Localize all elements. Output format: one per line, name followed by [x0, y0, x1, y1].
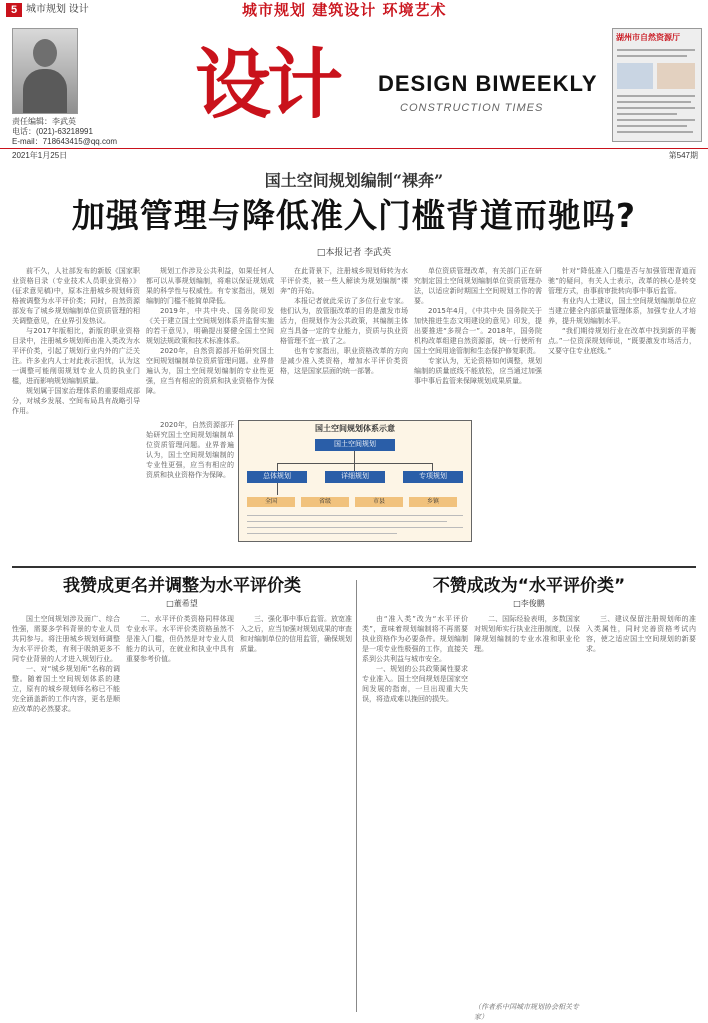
- diagram-level-box: 全国: [247, 497, 295, 507]
- debate-left-byline: □董希望: [166, 599, 198, 608]
- article-column: 单位资质管理改革，有关部门正在研究制定国土空间规划编制单位资质管理办法，以适应新时期国土空间规划工作的需要。 2015年4月，《中共中央 国务院关于加快推进生态文明建设的意见》印发，提出要推进“多规合一”。2018年，国务院机构改革组建自然资源部，统一行使所有国土空间用途管制和生态保护修复职责。 专家认为，无论资格如何调整，规划编制的质量底线不能放松，应当通过加强事中事后监管来保障规划成果质量。: [414, 267, 542, 385]
- debate-right-column: 由“准入类”改为“水平评价类”，意味着规划编制将不再需要执业资格作为必要条件。规划编制是一项专业性极强的工作，直接关系到公共利益与城市安全。 一、规划的公共政策属性要求专业准入。国土空间规划是国家空间发展的指南，一旦出现重大失误，将造成难以挽回的损失。: [362, 615, 468, 703]
- debate-left-column: 二、水平评价类资格同样体现专业水平。水平评价类资格虽然不是准入门槛，但仍然是对专业人员能力的认可，在就业和执业中具有重要参考价值。: [126, 615, 234, 663]
- page-number: 5: [6, 3, 22, 17]
- article-column: 规划工作涉及公共利益，如果任何人都可以从事规划编制，将难以保证规划成果的科学性与权威性。有专家指出，规划编制的门槛不能简单降低。 2019年，中共中央、国务院印发《关于建立国土空间规划体系并监督实施的若干意见》，明确提出要健全国土空间规划法规政策和技术标准体系。 2020年，自然资源部开始研究国土空间规划编制单位资质管理问题。业界普遍认为，国土空间规划编制的专业性更强，应当有相应的资质和执业资格作为保障。: [146, 267, 274, 395]
- debate-right-column: 三、建议保留注册规划师的准入类属性，同时完善资格考试内容，使之适应国土空间规划的新要求。: [586, 615, 696, 653]
- debate-left-column: 三、强化事中事后监管。放宽准入之后，应当加强对规划成果的审查和对编制单位的信用监管，确保规划质量。: [240, 615, 352, 653]
- masthead: [0, 20, 708, 162]
- debate-left-column: 国土空间规划涉及面广、综合性强，需要多学科背景的专业人员共同参与。将注册城乡规划师调整为水平评价类，有利于吸纳更多不同专业背景的人才进入规划行业。 一、对“城乡规划师”名称的调整。随着国土空间规划体系的建立，原有的城乡规划师名称已不能完全涵盖新的工作内容，更名是顺应改革的必然要求。: [12, 615, 120, 713]
- article-byline: □本报记者 李武英: [316, 248, 392, 258]
- diagram-mid-box: 详细规划: [325, 471, 385, 483]
- diagram-level-box: 市县: [355, 497, 403, 507]
- article-column: 在此背景下，注册城乡规划师转为水平评价类，被一些人解读为规划编制“裸奔”的开始。 本报记者就此采访了多位行业专家。他们认为，放管服改革的目的是激发市场活力，但规划作为公共政策，其编制主体应当具备一定的专业能力，资质与执业资格管理不宜一放了之。 也有专家指出，职业资格改革的方向是减少准入类资格，增加水平评价类资格，这是国家层面的统一部署。: [280, 267, 408, 375]
- planning-system-diagram: [238, 420, 472, 542]
- article-column: 2020年，自然资源部开始研究国土空间规划编制单位资质管理问题。业界普遍认为，国土空间规划编制的专业性更强，应当有相应的资质和执业资格作为保障。: [146, 421, 234, 479]
- diagram-level-box: 省级: [301, 497, 349, 507]
- diagram-mid-box: 专项规划: [403, 471, 463, 483]
- debate-right-byline: □李俊鹏: [513, 599, 545, 608]
- masthead-cn-title: 设计: [195, 40, 339, 129]
- diagram-title: 国土空间规划体系示意: [315, 424, 395, 433]
- debate-left-title: 我赞成更名并调整为水平评价类: [63, 576, 301, 596]
- masthead-en-subtitle: CONSTRUCTION TIMES: [400, 102, 544, 114]
- issue-number: 第547期: [668, 151, 698, 160]
- masthead-en-title: DESIGN BIWEEKLY: [378, 71, 598, 96]
- issue-date: 2021年1月25日: [12, 151, 68, 160]
- section-taglines: 城市规划 建筑设计 环境艺术: [242, 1, 447, 19]
- diagram-top-box: 国土空间规划: [315, 439, 395, 451]
- section-divider: [12, 566, 696, 568]
- cover-thumbnail: [612, 28, 702, 142]
- debate-right-title: 不赞成改为“水平评价类”: [432, 576, 626, 596]
- section-name: 城市规划 设计: [26, 4, 89, 15]
- thumbnail-title: 湖州市自然资源厅: [616, 33, 680, 42]
- diagram-mid-box: 总体规划: [247, 471, 307, 483]
- article-column: [280, 545, 408, 560]
- debate-divider: [356, 580, 357, 1012]
- diagram-level-box: 乡镇: [409, 497, 457, 507]
- dateline: [0, 148, 708, 163]
- debate-right-column: 二、国际经验表明，多数国家对规划师实行执业注册制度，以保障规划编制的专业水准和职业伦理。: [474, 615, 580, 653]
- debate-right-footnote: （作者系中国城市规划协会相关专家）: [474, 1003, 579, 1021]
- article-kicker: 国土空间规划编制“裸奔”: [264, 171, 444, 190]
- article-column: 前不久，人社部发布的新版《国家职业资格目录（专业技术人员职业资格）》(征求意见稿)中，原本注册城乡规划师资格被调整为水平评价类；同时，自然资源部发布了城乡规划编制单位资质管理的相关调整意见，在业界引发热议。 与2017年版相比，新版的职业资格目录中，注册城乡规划师由准入类改为水平评价类，引起了规划行业内外的广泛关注。许多业内人士对此表示担忧，认为这一调整可能削弱规划专业人员的执业门槛，进而影响规划编制质量。 规划属于国家治理体系的重要组成部分，对城乡发展、空间布局具有战略引导作用。: [12, 267, 140, 415]
- article-column: 针对“降低准入门槛是否与加强管理背道而驰”的疑问，有关人士表示，改革的核心是转变管理方式，由事前审批转向事中事后监管。 有业内人士建议，国土空间规划编制单位应当建立健全内部质量管理体系，加强专业人才培养，提升规划编制水平。 “我们期待规划行业在改革中找到新的平衡点。”一位资深规划师说，“既要激发市场活力，又要守住专业底线。”: [548, 267, 696, 355]
- credit-editor: 责任编辑：李武英: [12, 117, 76, 126]
- credit-email: E-mail：718643415@qq.com: [12, 137, 118, 146]
- article-headline: 加强管理与降低准入门槛背道而驰吗?: [71, 196, 637, 235]
- editor-photo: [12, 28, 78, 114]
- credit-phone: 电话：(021)-63218991: [12, 127, 93, 136]
- top-bar: [0, 0, 708, 20]
